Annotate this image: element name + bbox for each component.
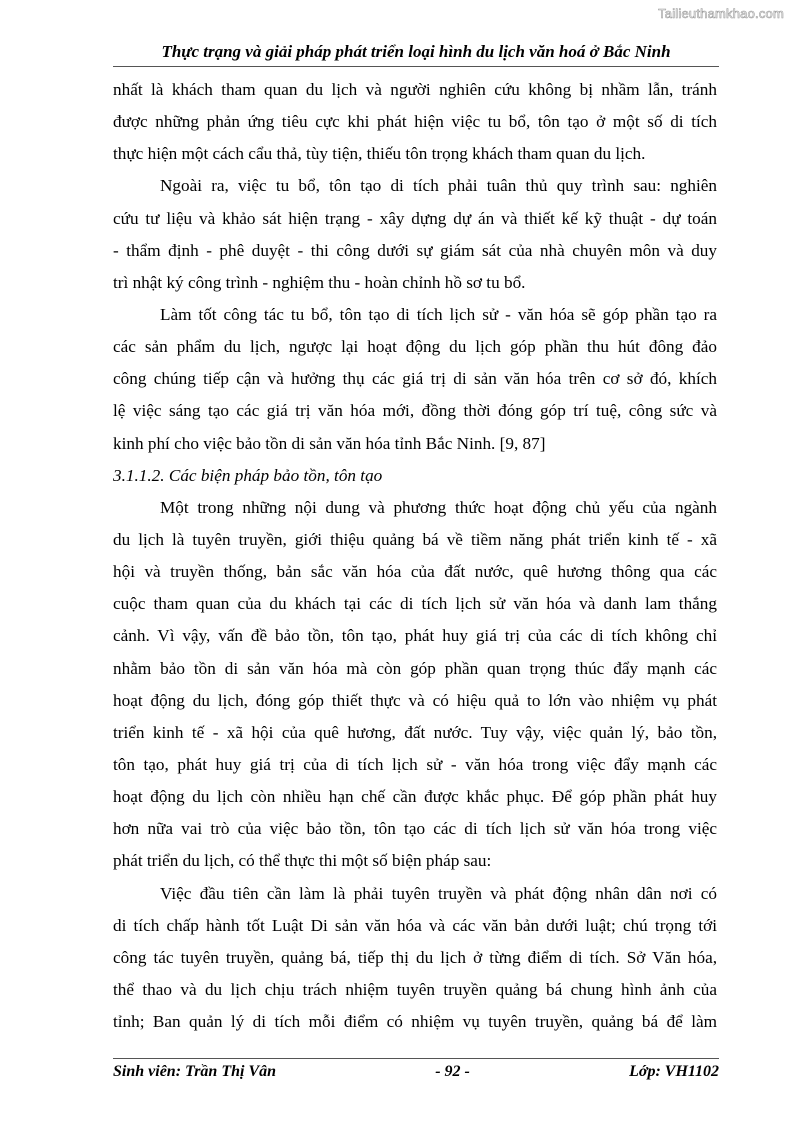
footer-student: Sinh viên: Trần Thị Vân (113, 1063, 277, 1080)
text-line: triển kinh tế - xã hội của quê hương, đất nước. Tuy vậy, việc quản lý, bảo tồn, (113, 722, 717, 742)
text-line: hơn nữa vai trò của việc bảo tồn, tôn tạo các di tích lịch sử văn hóa trong việc (113, 819, 717, 839)
text-line: Ngoài ra, việc tu bổ, tôn tạo di tích phải tuân thủ quy trình sau: nghiên (160, 176, 717, 196)
text-line: cứu tư liệu và khảo sát hiện trạng - xây dựng dự án và thiết kế kỹ thuật - dự toán (113, 208, 717, 228)
text-line: thực hiện một cách cẩu thả, tùy tiện, thiếu tôn trọng khách tham quan du lịch. (113, 144, 646, 164)
watermark: Tailieuthamkhao.com (658, 6, 784, 21)
text-line: cuộc tham quan của du khách tại các di tích lịch sử văn hóa và danh lam thắng (113, 594, 717, 614)
text-line: tỉnh; Ban quản lý di tích mỗi điểm có nhiệm vụ tuyên truyền, quảng bá để làm (113, 1012, 717, 1032)
text-line: hoạt động du lịch còn nhiều hạn chế cần được khắc phục. Để góp phần phát huy (113, 787, 717, 807)
text-line: lệ việc sáng tạo các giá trị văn hóa mới, đồng thời đóng góp trí tuệ, công sức và (113, 401, 717, 421)
text-line: Một trong những nội dung và phương thức hoạt động chủ yếu của ngành (160, 497, 717, 517)
text-line: hội và truyền thống, bản sắc văn hóa của đất nước, quê hương thông qua các (113, 562, 717, 582)
text-line: công chúng tiếp cận và hưởng thụ các giá trị di sản văn hóa trên cơ sở đó, khích (113, 369, 717, 389)
text-line: thể thao và du lịch chịu trách nhiệm tuyên truyền quảng bá chung hình ảnh của (113, 979, 717, 999)
document-body (113, 74, 717, 1038)
text-line: Việc đầu tiên cần làm là phải tuyên truyền và phát động nhân dân nơi có (160, 883, 717, 903)
text-line: du lịch là tuyên truyền, giới thiệu quảng bá về tiềm năng phát triển kinh tế - xã (113, 529, 717, 549)
text-line: kinh phí cho việc bảo tồn di sản văn hóa tỉnh Bắc Ninh. [9, 87] (113, 433, 546, 453)
running-footer (113, 1058, 719, 1081)
text-line: phát triển du lịch, có thể thực thi một số biện pháp sau: (113, 851, 492, 871)
text-line: tôn tạo, phát huy giá trị của di tích lịch sử - văn hóa trong việc đẩy mạnh các (113, 754, 717, 774)
text-line: nhằm bảo tồn di sản văn hóa mà còn góp phần quan trọng thúc đẩy mạnh các (113, 658, 717, 678)
text-line: nhất là khách tham quan du lịch và người nghiên cứu không bị nhầm lẫn, tránh (113, 80, 717, 99)
text-line: - thẩm định - phê duyệt - thi công dưới sự giám sát của nhà chuyên môn và duy (113, 240, 717, 260)
running-header: Thực trạng và giải pháp phát triển loại hình du lịch văn hoá ở Bắc Ninh (113, 40, 719, 67)
text-line: cảnh. Vì vậy, vấn đề bảo tồn, tôn tạo, phát huy giá trị của các di tích không chỉ (113, 626, 717, 646)
text-line: Làm tốt công tác tu bổ, tôn tạo di tích lịch sử - văn hóa sẽ góp phần tạo ra (160, 304, 717, 324)
text-line: công tác tuyên truyền, quảng bá, tiếp thị du lịch ở từng điểm di tích. Sở Văn hóa, (113, 947, 717, 967)
text-line: di tích chấp hành tốt Luật Di sản văn hóa và các văn bản dưới luật; chú trọng tới (113, 915, 717, 935)
section-heading: 3.1.1.2. Các biện pháp bảo tồn, tôn tạo (113, 465, 383, 485)
text-line: trì nhật ký công trình - nghiệm thu - hoàn chỉnh hồ sơ tu bổ. (113, 272, 526, 292)
footer-class: Lớp: VH1102 (629, 1063, 719, 1080)
text-line: hoạt động du lịch, đóng góp thiết thực và có hiệu quả to lớn vào nhiệm vụ phát (113, 690, 717, 710)
text-line: các sản phẩm du lịch, ngược lại hoạt động du lịch góp phần thu hút đông đảo (113, 337, 717, 357)
text-line: được những phản ứng tiêu cực khi phát hiện việc tu bổ, tôn tạo ở một số di tích (113, 112, 717, 132)
footer-page-number: - 92 - (435, 1063, 470, 1080)
